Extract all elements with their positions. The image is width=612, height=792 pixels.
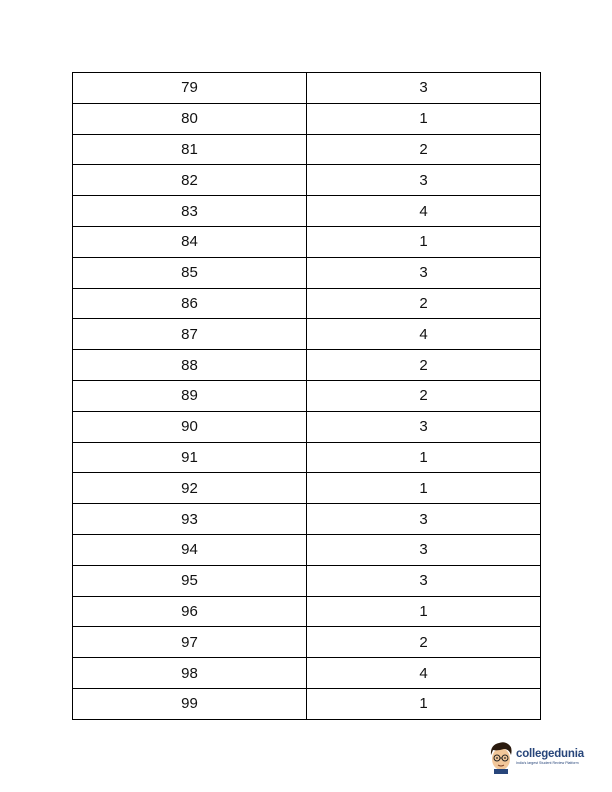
table-row (73, 350, 541, 381)
table-row (73, 134, 541, 165)
table-row (73, 658, 541, 689)
answer-cell: 3 (307, 565, 541, 596)
answer-cell: 1 (307, 442, 541, 473)
table-row (73, 319, 541, 350)
table-row (73, 165, 541, 196)
answer-cell: 3 (307, 411, 541, 442)
answer-cell: 2 (307, 350, 541, 381)
table-row (73, 257, 541, 288)
question-number-cell: 96 (73, 596, 307, 627)
table-row (73, 473, 541, 504)
question-number-cell: 90 (73, 411, 307, 442)
answer-cell: 2 (307, 627, 541, 658)
table-row (73, 442, 541, 473)
table-row (73, 596, 541, 627)
question-number-cell: 91 (73, 442, 307, 473)
question-number-cell: 79 (73, 73, 307, 104)
question-number-cell: 82 (73, 165, 307, 196)
question-number-cell: 89 (73, 380, 307, 411)
answer-cell: 3 (307, 165, 541, 196)
table-row (73, 226, 541, 257)
answer-cell: 2 (307, 380, 541, 411)
question-number-cell: 84 (73, 226, 307, 257)
table-row (73, 380, 541, 411)
answer-cell: 2 (307, 288, 541, 319)
answer-cell: 1 (307, 688, 541, 719)
table-row (73, 73, 541, 104)
question-number-cell: 81 (73, 134, 307, 165)
question-number-cell: 97 (73, 627, 307, 658)
answer-cell: 1 (307, 473, 541, 504)
answer-cell: 1 (307, 226, 541, 257)
table-row (73, 103, 541, 134)
question-number-cell: 95 (73, 565, 307, 596)
student-mascot-icon (488, 740, 514, 774)
question-number-cell: 85 (73, 257, 307, 288)
question-number-cell: 87 (73, 319, 307, 350)
question-number-cell: 98 (73, 658, 307, 689)
table-row (73, 534, 541, 565)
table-row (73, 196, 541, 227)
answer-cell: 3 (307, 534, 541, 565)
question-number-cell: 92 (73, 473, 307, 504)
answer-key-rows (73, 73, 541, 720)
answer-cell: 3 (307, 257, 541, 288)
table-row (73, 504, 541, 535)
collegedunia-logo (488, 739, 593, 775)
logo-tagline: India's largest Student Review Platform (516, 761, 579, 765)
table-row (73, 565, 541, 596)
table-row (73, 688, 541, 719)
answer-cell: 1 (307, 103, 541, 134)
answer-cell: 4 (307, 196, 541, 227)
table-row (73, 627, 541, 658)
answer-cell: 3 (307, 73, 541, 104)
answer-cell: 1 (307, 596, 541, 627)
question-number-cell: 88 (73, 350, 307, 381)
question-number-cell: 93 (73, 504, 307, 535)
question-number-cell: 86 (73, 288, 307, 319)
question-number-cell: 99 (73, 688, 307, 719)
answer-cell: 2 (307, 134, 541, 165)
table-row (73, 288, 541, 319)
answer-cell: 4 (307, 319, 541, 350)
answer-key-table (72, 72, 541, 720)
question-number-cell: 80 (73, 103, 307, 134)
answer-cell: 3 (307, 504, 541, 535)
question-number-cell: 94 (73, 534, 307, 565)
answer-cell: 4 (307, 658, 541, 689)
table-row (73, 411, 541, 442)
logo-wordmark: collegedunia (516, 748, 584, 760)
question-number-cell: 83 (73, 196, 307, 227)
